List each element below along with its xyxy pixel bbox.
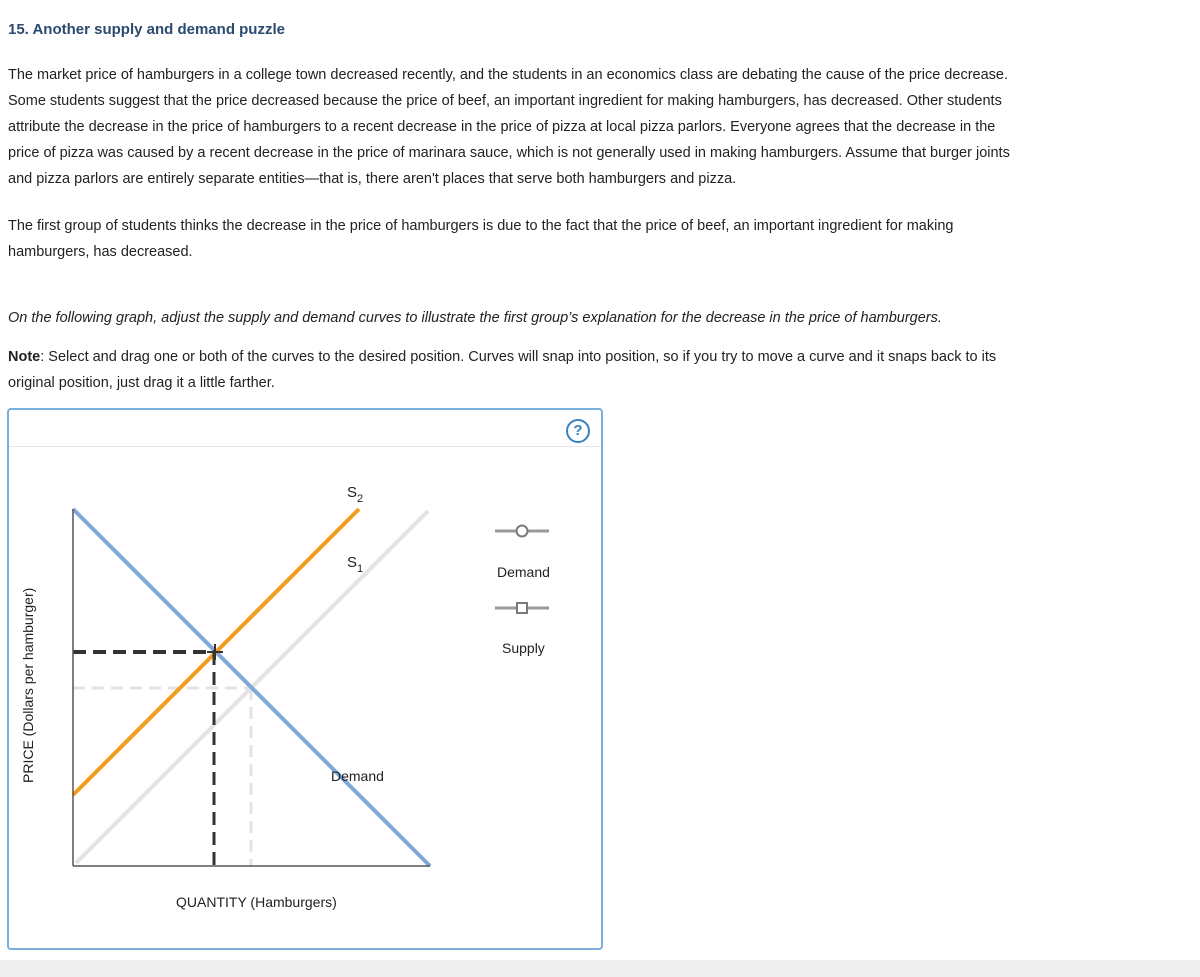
problem-paragraph: The market price of hamburgers in a college town decreased recently, and the students in an economics class are debating the cause of the price decrease. Some students suggest that the price decreased because the price of beef, an important ingredient for making hamburgers, has decreased. Other students attribute the decrease in the price of hamburgers to a recent decrease in the price of pizza at local pizza parlors. Everyone agrees that the decrease in the price of pizza was caused by a recent decrease in the price of marinara sauce, which is not generally used in making hamburgers. Assume that burger joints and pizza parlors are entirely separate entities—that is, there aren't places that serve both hamburgers and pizza. — [8, 67, 1010, 187]
note-label: Note — [8, 349, 41, 365]
legend-supply-square-icon — [517, 603, 527, 613]
question-title: 15. Another supply and demand puzzle — [8, 21, 285, 38]
legend-supply-tool[interactable] — [495, 603, 549, 656]
legend-supply-label: Supply — [502, 640, 545, 656]
legend-demand-tool[interactable] — [495, 526, 550, 581]
y-axis-label: PRICE (Dollars per hamburger) — [20, 587, 36, 783]
legend-demand-circle-icon — [517, 526, 528, 537]
demand-curve-label: Demand — [331, 768, 384, 784]
legend-demand-label: Demand — [497, 564, 550, 580]
instruction-text: On the following graph, adjust the supply and demand curves to illustrate the first group’s explanation for the decrease in the price of hamburgers. — [8, 310, 942, 326]
s1-label: $S_1$ — [347, 554, 364, 575]
x-axis-label: QUANTITY (Hamburgers) — [176, 894, 337, 910]
help-icon[interactable]: ? — [566, 419, 590, 443]
s2-label: $S_2$ — [347, 484, 364, 505]
note-body: : Select and drag one or both of the curves to the desired position. Curves will snap into position, so if you try to move a curve and it snaps back to its original position, just drag it a little farther. — [8, 349, 997, 391]
first-group-paragraph: The first group of students thinks the decrease in the price of hamburgers is due to the fact that the price of beef, an important ingredient for making hamburgers, has decreased. — [8, 218, 954, 260]
bottom-bar — [0, 960, 1200, 977]
